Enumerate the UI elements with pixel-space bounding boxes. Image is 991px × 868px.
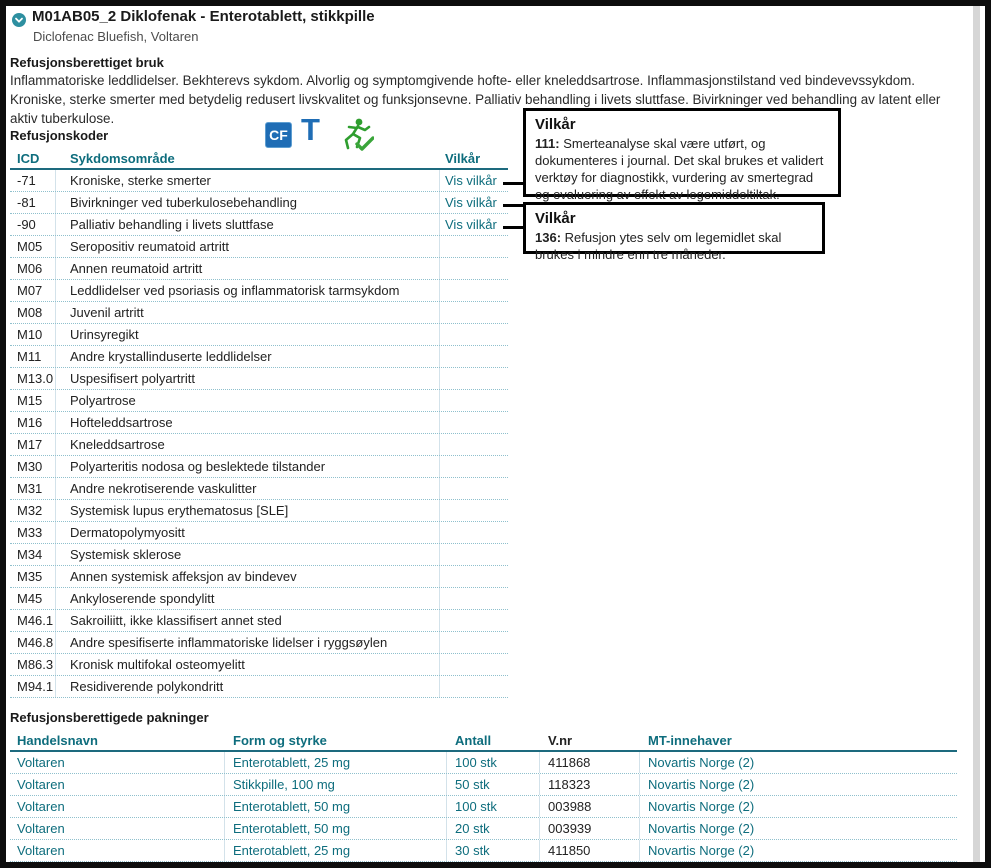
holder-link[interactable]: Novartis Norge (2) [648, 777, 755, 792]
icd-code: M08 [10, 302, 56, 323]
icd-code: -71 [10, 170, 56, 191]
disease-area: Annen systemisk affeksjon av bindevev [56, 566, 440, 587]
refund-code-row [10, 170, 508, 192]
disease-area: Kronisk multifokal osteomyelitt [56, 654, 440, 675]
refund-code-row [10, 566, 508, 588]
disease-area: Andre nekrotiserende vaskulitter [56, 478, 440, 499]
holder-cell [640, 818, 957, 839]
refund-code-row [10, 434, 508, 456]
package-row [10, 774, 957, 796]
disease-area: Ankyloserende spondylitt [56, 588, 440, 609]
count-link[interactable]: 20 stk [455, 821, 490, 836]
icd-code: M16 [10, 412, 56, 433]
disease-area: Andre spesifiserte inflammatoriske lidelser i ryggsøylen [56, 632, 440, 653]
scrollbar-track[interactable] [973, 6, 980, 862]
col-header-vnr: V.nr [548, 732, 573, 748]
icd-code: M11 [10, 346, 56, 367]
collapse-chevron-icon[interactable] [12, 13, 26, 27]
count-link[interactable]: 100 stk [455, 755, 497, 770]
disease-area: Hofteleddsartrose [56, 412, 440, 433]
col-header-holder: MT-innehaver [648, 732, 732, 748]
form-link[interactable]: Enterotablett, 50 mg [233, 799, 351, 814]
disease-area: Dermatopolymyositt [56, 522, 440, 543]
icd-code: M10 [10, 324, 56, 345]
disease-area: Sakroiliitt, ikke klassifisert annet sted [56, 610, 440, 631]
show-vilkar-link[interactable]: Vis vilkår [445, 195, 497, 210]
refund-code-row [10, 676, 508, 698]
icd-code: M06 [10, 258, 56, 279]
vilkar-cell [440, 302, 508, 323]
icd-code: M94.1 [10, 676, 56, 697]
disease-area: Bivirkninger ved tuberkulosebehandling [56, 192, 440, 213]
vilkar-cell [440, 632, 508, 653]
form-link[interactable]: Enterotablett, 50 mg [233, 821, 351, 836]
vilkar-cell [440, 324, 508, 345]
holder-link[interactable]: Novartis Norge (2) [648, 821, 755, 836]
col-header-vilkar: Vilkår [445, 150, 481, 166]
vilkar-cell [440, 258, 508, 279]
package-row [10, 796, 957, 818]
vilkar-cell [440, 478, 508, 499]
vilkar-cell [440, 610, 508, 631]
holder-cell [640, 752, 957, 773]
refund-codes-table [10, 150, 508, 698]
form-link[interactable]: Enterotablett, 25 mg [233, 755, 351, 770]
packages-header-row [10, 732, 957, 752]
tradename-link[interactable]: Voltaren [17, 799, 65, 814]
count-link[interactable]: 30 stk [455, 843, 490, 858]
doping-runner-icon[interactable] [336, 117, 374, 153]
disease-area: Seropositiv reumatoid artritt [56, 236, 440, 257]
icd-code: M46.8 [10, 632, 56, 653]
icd-code: M33 [10, 522, 56, 543]
refund-code-row [10, 346, 508, 368]
refund-code-row [10, 544, 508, 566]
refund-code-row [10, 588, 508, 610]
refund-code-row [10, 258, 508, 280]
icd-code: M35 [10, 566, 56, 587]
disease-area: Andre krystallinduserte leddlidelser [56, 346, 440, 367]
disease-area: Palliativ behandling i livets sluttfase [56, 214, 440, 235]
refund-code-row [10, 302, 508, 324]
refund-code-row [10, 280, 508, 302]
vilkar-cell [440, 192, 508, 213]
refund-code-row [10, 632, 508, 654]
vilkar-cell [440, 390, 508, 411]
icd-code: M07 [10, 280, 56, 301]
col-header-form: Form og styrke [233, 732, 327, 748]
vilkar-cell [440, 654, 508, 675]
icd-code: M32 [10, 500, 56, 521]
connector-line-2 [503, 204, 524, 207]
vilkar-cell [440, 236, 508, 257]
holder-link[interactable]: Novartis Norge (2) [648, 755, 755, 770]
icd-code: M45 [10, 588, 56, 609]
col-header-area: Sykdomsområde [70, 150, 175, 166]
connector-line-3 [503, 226, 524, 229]
vilkar-cell [440, 676, 508, 697]
form-cell [225, 840, 447, 861]
vilkar-box-heading: Vilkår [535, 210, 576, 227]
vilkar-cell [440, 566, 508, 587]
refund-code-row [10, 500, 508, 522]
disease-area: Urinsyregikt [56, 324, 440, 345]
form-cell [225, 796, 447, 817]
vnr-cell: 411868 [540, 752, 640, 773]
cf-badge-icon[interactable]: CF [265, 122, 292, 148]
count-link[interactable]: 50 stk [455, 777, 490, 792]
refund-codes-body [10, 170, 508, 698]
vilkar-cell [440, 522, 508, 543]
refund-code-row [10, 324, 508, 346]
icd-code: -81 [10, 192, 56, 213]
vilkar-cell [440, 544, 508, 565]
count-cell [447, 752, 540, 773]
disease-area: Annen reumatoid artritt [56, 258, 440, 279]
vilkar-box-text [535, 136, 823, 202]
tradename-link[interactable]: Voltaren [17, 821, 65, 836]
refund-code-row [10, 390, 508, 412]
package-row [10, 752, 957, 774]
packages-body [10, 752, 957, 862]
tradename-cell [10, 840, 225, 861]
refund-code-row [10, 214, 508, 236]
tradename-link[interactable]: Voltaren [17, 843, 65, 858]
tradename-link[interactable]: Voltaren [17, 777, 65, 792]
refund-code-row [10, 412, 508, 434]
form-link[interactable]: Enterotablett, 25 mg [233, 843, 351, 858]
vilkar-cell [440, 588, 508, 609]
disease-area: Systemisk lupus erythematosus [SLE] [56, 500, 440, 521]
disease-area: Leddlidelser ved psoriasis og inflammatorisk tarmsykdom [56, 280, 440, 301]
vilkar-cell [440, 500, 508, 521]
count-link[interactable]: 100 stk [455, 799, 497, 814]
refund-code-row [10, 456, 508, 478]
holder-link[interactable]: Novartis Norge (2) [648, 799, 755, 814]
disease-area: Uspesifisert polyartritt [56, 368, 440, 389]
holder-link[interactable]: Novartis Norge (2) [648, 843, 755, 858]
vnr-cell: 411850 [540, 840, 640, 861]
warning-triangle-t-icon[interactable]: T [301, 112, 320, 147]
icd-code: M13.0 [10, 368, 56, 389]
tradename-cell [10, 796, 225, 817]
count-cell [447, 796, 540, 817]
vilkar-cell [440, 346, 508, 367]
col-header-icd: ICD [17, 150, 40, 166]
tradename-link[interactable]: Voltaren [17, 755, 65, 770]
vilkar-cell [440, 456, 508, 477]
codes-heading: Refusjonskoder [10, 128, 109, 143]
vilkar-text: Refusjon ytes selv om legemidlet skal brukes i mindre enn tre måneder. [535, 230, 782, 262]
form-cell [225, 818, 447, 839]
holder-cell [640, 840, 957, 861]
icd-code: M31 [10, 478, 56, 499]
package-row [10, 840, 957, 862]
packages-table [10, 732, 957, 862]
usage-text: Inflammatoriske leddlidelser. Bekhterevs sykdom. Alvorlig og symptomgivende hofte- eller kneleddsartrose. Inflammasjonstilstand ved bindevevssykdom. Kroniske, sterke smerter med betydelig redusert livskvalitet og funksjonsevne. Palliativ behandling i livets sluttfase. Bivirkninger ved behandling av latent eller aktiv tuberkulose. [10, 73, 941, 126]
refund-code-row [10, 236, 508, 258]
usage-heading: Refusjonsberettiget bruk [10, 55, 164, 70]
form-cell [225, 774, 447, 795]
vilkar-cell [440, 280, 508, 301]
icd-code: M34 [10, 544, 56, 565]
vnr-cell: 003988 [540, 796, 640, 817]
vilkar-cell [440, 412, 508, 433]
refund-code-row [10, 368, 508, 390]
col-header-count: Antall [455, 732, 492, 748]
icd-code: M30 [10, 456, 56, 477]
disease-area: Systemisk sklerose [56, 544, 440, 565]
refund-codes-header-row [10, 150, 508, 170]
holder-cell [640, 774, 957, 795]
page-subtitle: Diclofenac Bluefish, Voltaren [33, 29, 199, 44]
icd-code: M86.3 [10, 654, 56, 675]
col-header-tradename: Handelsnavn [17, 732, 98, 748]
tradename-cell [10, 752, 225, 773]
packages-heading: Refusjonsberettigede pakninger [10, 710, 209, 725]
disease-area: Polyarteritis nodosa og beslektede tilstander [56, 456, 440, 477]
vilkar-text: Smerteanalyse skal være utført, og dokumenteres i journal. Det skal brukes et validert verktøy for diagnostikk, vurdering av smertegrad og evaluering av effekt av legemiddeltiltak. [535, 136, 824, 202]
tradename-cell [10, 774, 225, 795]
vilkar-box-111 [523, 108, 841, 202]
package-row [10, 818, 957, 840]
icd-code: M46.1 [10, 610, 56, 631]
count-cell [447, 840, 540, 861]
vnr-cell: 003939 [540, 818, 640, 839]
holder-cell [640, 796, 957, 817]
refund-code-row [10, 654, 508, 676]
icd-code: M15 [10, 390, 56, 411]
icd-code: M17 [10, 434, 56, 455]
vilkar-code: 111: [535, 136, 560, 151]
vilkar-cell [440, 170, 508, 191]
tradename-cell [10, 818, 225, 839]
vilkar-cell [440, 214, 508, 235]
refund-code-row [10, 610, 508, 632]
vilkar-cell [440, 368, 508, 389]
show-vilkar-link[interactable]: Vis vilkår [445, 173, 497, 188]
show-vilkar-link[interactable]: Vis vilkår [445, 217, 497, 232]
disease-area: Kneleddsartrose [56, 434, 440, 455]
vilkar-box-text [535, 230, 781, 262]
icd-code: M05 [10, 236, 56, 257]
connector-line-1 [503, 182, 524, 185]
vnr-cell: 118323 [540, 774, 640, 795]
page-title: M01AB05_2 Diklofenak - Enterotablett, stikkpille [32, 8, 375, 25]
refund-code-row [10, 478, 508, 500]
vilkar-cell [440, 434, 508, 455]
form-cell [225, 752, 447, 773]
form-link[interactable]: Stikkpille, 100 mg [233, 777, 335, 792]
refund-code-row [10, 192, 508, 214]
vilkar-code: 136: [535, 230, 562, 245]
disease-area: Kroniske, sterke smerter [56, 170, 440, 191]
refund-code-row [10, 522, 508, 544]
vilkar-box-136 [523, 202, 825, 262]
disease-area: Residiverende polykondritt [56, 676, 440, 697]
icd-code: -90 [10, 214, 56, 235]
vilkar-box-heading: Vilkår [535, 116, 576, 133]
count-cell [447, 774, 540, 795]
count-cell [447, 818, 540, 839]
disease-area: Polyartrose [56, 390, 440, 411]
disease-area: Juvenil artritt [56, 302, 440, 323]
